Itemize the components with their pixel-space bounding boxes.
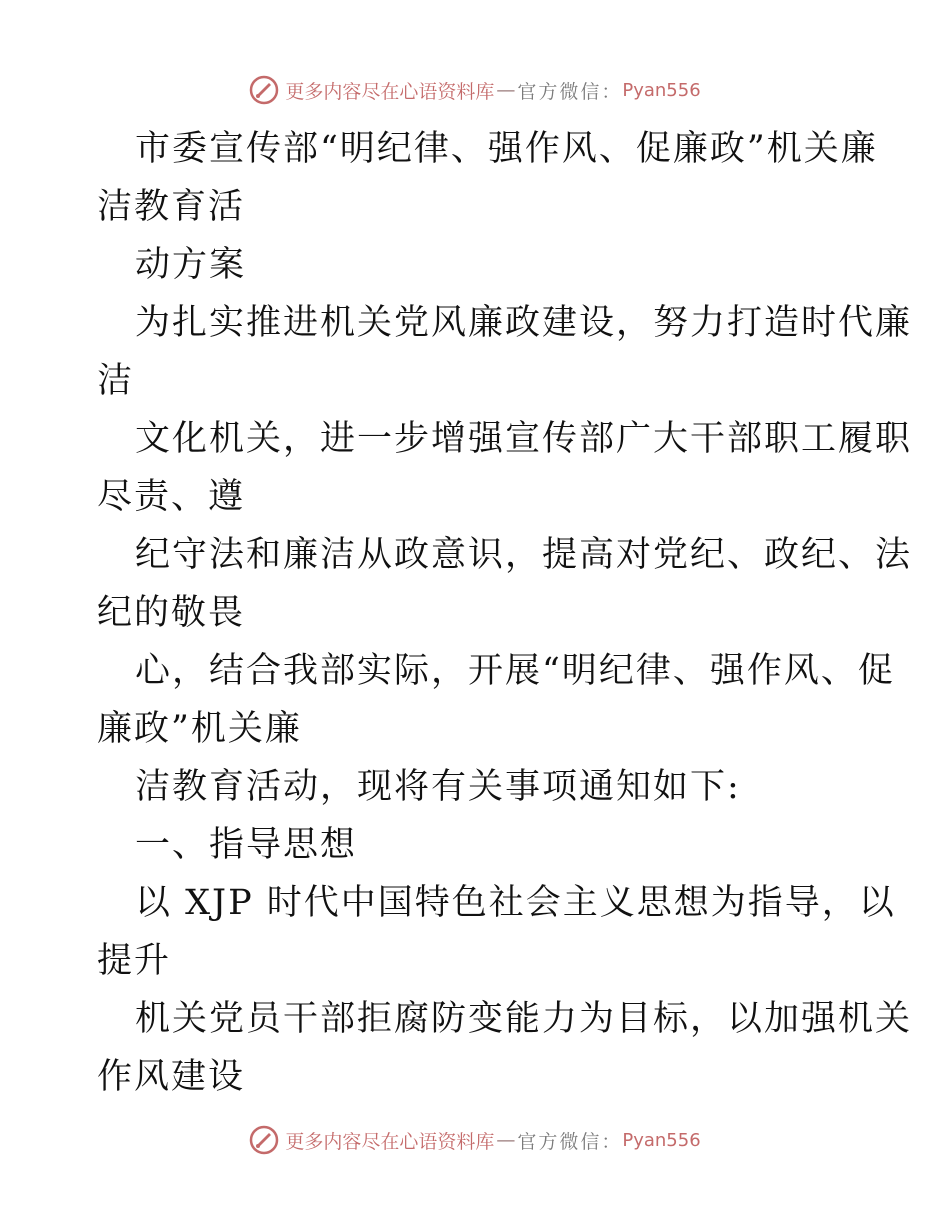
doc-line: 纪的敬畏 — [97, 593, 246, 633]
doc-line: 纪守法和廉洁从政意识，提高对党纪、政纪、法 — [135, 535, 913, 575]
doc-line: 市委宣传部“明纪律、强作风、促廉政”机关廉 — [135, 129, 878, 169]
doc-line: 作风建设 — [97, 1057, 246, 1097]
doc-line: 廉政”机关廉 — [97, 709, 302, 749]
doc-line: 尽责、遵 — [97, 477, 246, 517]
doc-line: 洁 — [97, 361, 135, 401]
doc-line: 心，结合我部实际，开展“明纪律、强作风、促 — [135, 651, 895, 691]
brand-logo-icon — [249, 75, 279, 105]
watermark-text: 更多内容尽在心语资料库 — [285, 80, 495, 103]
document-body — [97, 120, 913, 1106]
doc-line: 洁教育活 — [97, 187, 246, 227]
doc-line: 为扎实推进机关党风廉政建设，努力打造时代廉 — [135, 303, 913, 343]
doc-line: 动方案 — [135, 245, 247, 285]
section-heading: 一、指导思想 — [135, 825, 358, 865]
brand-logo-icon — [249, 1125, 279, 1155]
footer-watermark — [0, 1120, 950, 1160]
header-watermark — [0, 70, 950, 110]
watermark-text: 更多内容尽在心语资料库 — [285, 1130, 495, 1153]
doc-line: 文化机关，进一步增强宣传部广大干部职工履职 — [135, 419, 913, 459]
watermark-separator: — — [496, 79, 516, 101]
doc-line: 洁教育活动，现将有关事项通知如下: — [135, 767, 741, 807]
watermark-official-label: 官方微信： — [517, 80, 623, 103]
watermark-wechat-id: Pyan556 — [622, 1129, 701, 1151]
doc-line: 提升 — [97, 941, 172, 981]
doc-line: 机关党员干部拒腐防变能力为目标，以加强机关 — [135, 999, 913, 1039]
doc-line: 以 XJP 时代中国特色社会主义思想为指导，以 — [135, 883, 896, 923]
watermark-official-label: 官方微信： — [517, 1130, 623, 1153]
watermark-separator: — — [496, 1129, 516, 1151]
watermark-wechat-id: Pyan556 — [622, 79, 701, 101]
